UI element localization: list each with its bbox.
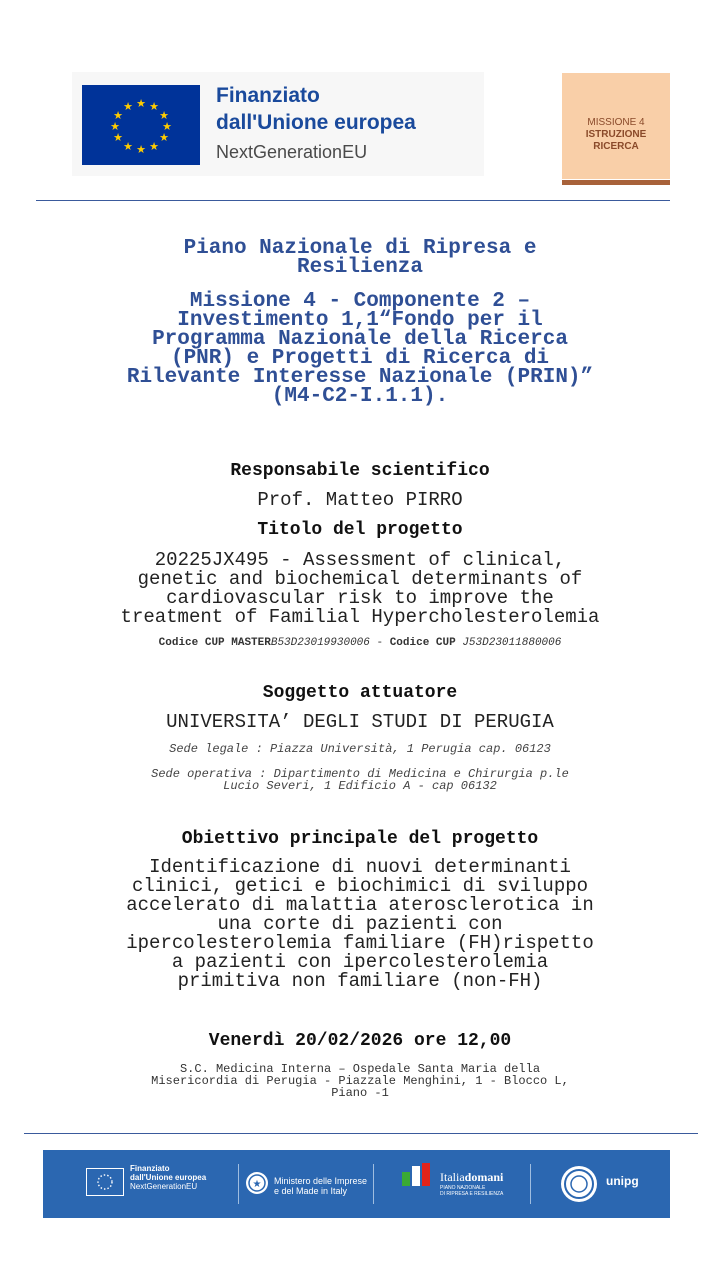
cup-master-value: B53D23019930006 — [270, 637, 370, 649]
svg-text:★: ★ — [136, 97, 146, 110]
sede-operativa-line1: Sede operativa : Dipartimento di Medicina e Chirurgia p.le — [151, 767, 569, 781]
obiettivo-heading: Obiettivo principale del progetto — [181, 829, 539, 849]
title-line6: (PNR) e Progetti di Ricerca di — [170, 347, 550, 370]
footer-eu-line3: NextGenerationEU — [130, 1182, 198, 1191]
svg-text:★: ★ — [110, 120, 120, 133]
svg-text:★: ★ — [252, 1179, 262, 1190]
progetto-heading: Titolo del progetto — [257, 520, 463, 540]
mission-underline — [562, 180, 670, 185]
eu-flag-icon — [82, 85, 200, 165]
eu-funding-text — [216, 82, 416, 165]
obiettivo-line1: Identificazione di nuovi determinanti — [149, 856, 571, 878]
svg-text:★: ★ — [123, 140, 133, 153]
cup-label: Codice CUP — [389, 637, 456, 649]
title-line8: (M4-C2-I.1.1). — [271, 385, 449, 408]
top-divider — [36, 200, 670, 201]
obiettivo-text — [40, 858, 680, 991]
svg-text:★: ★ — [159, 131, 169, 144]
responsabile-name: Prof. Matteo PIRRO — [257, 489, 463, 511]
obiettivo-line3: accelerato di malattia aterosclerotica in — [126, 894, 594, 916]
footer-eu-line1: Finanziato — [130, 1164, 170, 1173]
italia-domani-part2: domani — [464, 1170, 504, 1184]
footer-eu-flag-icon — [86, 1168, 124, 1196]
svg-text:★: ★ — [136, 143, 146, 156]
title-line7: Rilevante Interesse Nazionale (PRIN)” — [126, 366, 594, 389]
progetto-line2: genetic and biochemical determinants of — [137, 568, 583, 590]
mission-title — [40, 292, 680, 406]
title-line4: Investimento 1,1“Fondo per il — [177, 309, 543, 332]
mission-logo — [562, 73, 670, 179]
obiettivo-line5: ipercolesterolemia familiare (FH)rispetto — [126, 932, 594, 954]
mimit-line1: Ministero delle Imprese — [274, 1176, 368, 1186]
progetto-line4: treatment of Familial Hypercholesterolemia — [120, 606, 600, 628]
svg-text:★: ★ — [149, 100, 159, 113]
mimit-line2: e del Made in Italy — [274, 1186, 348, 1196]
cup-codes — [40, 637, 680, 649]
mimit-text — [274, 1176, 367, 1196]
italia-domani-sub2: DI RIPRESA E RESILIENZA — [440, 1191, 504, 1197]
eu-line1: Finanziato — [216, 84, 320, 107]
cup-value: J53D23011880006 — [462, 637, 562, 649]
title-line5: Programma Nazionale della Ricerca — [152, 328, 568, 351]
sede-legale: Sede legale : Piazza Università, 1 Perugia cap. 06123 — [169, 742, 551, 756]
mission-line1: MISSIONE 4 — [587, 117, 645, 128]
cup-master-label: Codice CUP MASTER — [158, 637, 271, 649]
obiettivo-line2: clinici, getici e biochimici di sviluppo — [131, 875, 589, 897]
unipg-logo-text: unipg — [606, 1174, 639, 1188]
eu-line3: NextGenerationEU — [216, 142, 368, 162]
event-date: Venerdì 20/02/2026 ore 12,00 — [208, 1031, 512, 1051]
svg-text:★: ★ — [113, 131, 123, 144]
progetto-title — [40, 551, 680, 627]
event-place — [40, 1063, 680, 1099]
title-line2: Resilienza — [296, 256, 424, 279]
mission-line2: ISTRUZIONE — [585, 129, 647, 140]
unipg-seal-icon — [561, 1166, 597, 1202]
footer-eu-text — [130, 1164, 206, 1191]
sede-operativa-line2: Lucio Severi, 1 Edificio A - cap 06132 — [223, 779, 497, 793]
bottom-divider — [24, 1133, 698, 1134]
svg-text:★: ★ — [149, 140, 159, 153]
italia-domani-sub1: PIANO NAZIONALE — [440, 1185, 486, 1191]
obiettivo-line6: a pazienti con ipercolesterolemia — [171, 951, 549, 973]
mission-line3: RICERCA — [593, 141, 639, 152]
footer-separator — [238, 1164, 239, 1204]
italian-emblem-icon — [246, 1172, 268, 1194]
title-line1: Piano Nazionale di Ripresa e — [183, 237, 537, 260]
soggetto-name: UNIVERSITA’ DEGLI STUDI DI PERUGIA — [166, 711, 554, 733]
footer-separator — [530, 1164, 531, 1204]
event-place-line1: S.C. Medicina Interna – Ospedale Santa Maria della — [179, 1062, 541, 1076]
svg-text:★: ★ — [159, 109, 169, 122]
title-line3: Missione 4 - Componente 2 – — [189, 290, 531, 313]
event-place-line2: Misericordia di Perugia - Piazzale Menghini, 1 - Blocco L, — [151, 1074, 569, 1088]
progetto-line1: 20225JX495 - Assessment of clinical, — [154, 549, 566, 571]
eu-line2: dall'Unione europea — [216, 111, 416, 134]
obiettivo-line7: primitiva non familiare (non-FH) — [177, 970, 543, 992]
event-place-line3: Piano -1 — [331, 1086, 389, 1100]
progetto-line3: cardiovascular risk to improve the — [166, 587, 554, 609]
pnrr-title — [40, 239, 680, 277]
footer-eu-line2: dall'Unione europea — [130, 1173, 207, 1182]
responsabile-heading: Responsabile scientifico — [230, 461, 490, 481]
svg-text:★: ★ — [123, 100, 133, 113]
italia-domani-icon — [400, 1162, 436, 1192]
footer-logos — [43, 1150, 670, 1218]
cup-separator: - — [369, 637, 390, 649]
italia-domani-part1: Italia — [440, 1170, 465, 1184]
obiettivo-line4: una corte di pazienti con — [217, 913, 503, 935]
italia-domani-text — [440, 1170, 503, 1197]
footer-separator — [373, 1164, 374, 1204]
sede-operativa — [40, 768, 680, 792]
svg-text:★: ★ — [162, 120, 172, 133]
soggetto-heading: Soggetto attuatore — [262, 683, 458, 703]
svg-text:★: ★ — [113, 109, 123, 122]
